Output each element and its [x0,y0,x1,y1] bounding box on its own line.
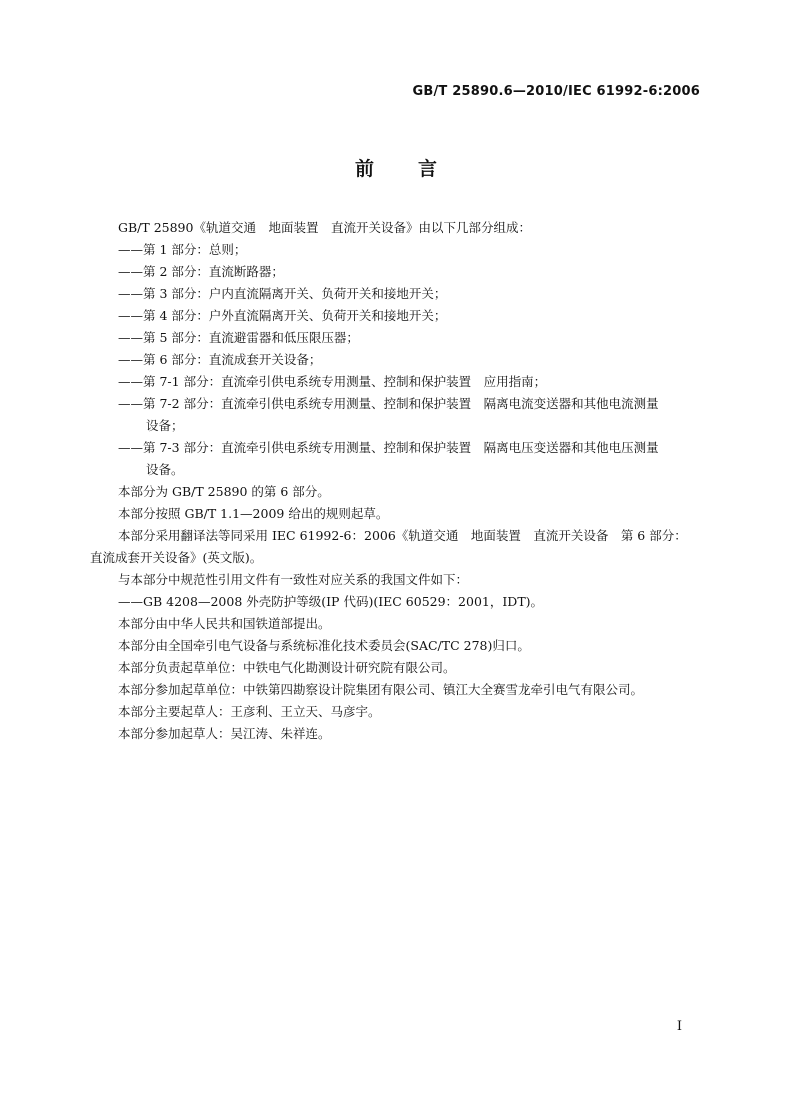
page-title [0,154,792,181]
intro-line: GB/T 25890《轨道交通 地面装置 直流开关设备》由以下几部分组成： [118,220,531,235]
paragraph-proposed-by: 本部分由中华人民共和国铁道部提出。 [118,616,331,631]
list-item-gb4208: ——GB 4208—2008 外壳防护等级(IP 代码)(IEC 60529：2001，IDT)。 [118,594,544,609]
title-char-1: 前 [354,158,374,180]
list-item-part-7-2: ——第 7-2 部分：直流牵引供电系统专用测量、控制和保护装置 隔离电流变送器和其他电流测量 [118,396,659,411]
standard-number-header: GB/T 25890.6—2010/IEC 61992-6:2006 [412,84,700,99]
list-item-part-7-3: ——第 7-3 部分：直流牵引供电系统专用测量、控制和保护装置 隔离电压变送器和其他电压测量 [118,440,659,455]
paragraph-participating-drafters: 本部分参加起草单位：中铁第四勘察设计院集团有限公司、镇江大全赛雪龙牵引电气有限公司。 [118,682,644,697]
title-char-2: 言 [418,158,438,180]
paragraph-references: 与本部分中规范性引用文件有一致性对应关系的我国文件如下： [118,572,469,587]
paragraph-drafting-rules: 本部分按照 GB/T 1.1—2009 给出的规则起草。 [118,506,389,521]
list-item-part-7-3-cont: 设备。 [146,462,184,477]
list-item-part-6: ——第 6 部分：直流成套开关设备； [118,352,322,367]
page-number: I [676,1019,682,1034]
foreword-body [90,217,708,745]
list-item-part-2: ——第 2 部分：直流断路器； [118,264,284,279]
list-item-part-3: ——第 3 部分：户内直流隔离开关、负荷开关和接地开关； [118,286,447,301]
paragraph-under-jurisdiction: 本部分由全国牵引电气设备与系统标准化技术委员会(SAC/TC 278)归口。 [118,638,530,653]
list-item-part-5: ——第 5 部分：直流避雷器和低压限压器； [118,330,359,345]
list-item-part-7-2-cont: 设备； [146,418,184,433]
paragraph-adoption: 本部分采用翻译法等同采用 IEC 61992-6：2006《轨道交通 地面装置 直流开关设备 第 6 部分： [118,528,687,543]
list-item-part-7-1: ——第 7-1 部分：直流牵引供电系统专用测量、控制和保护装置 应用指南； [118,374,547,389]
paragraph-main-authors: 本部分主要起草人：王彦利、王立天、马彦宇。 [118,704,381,719]
paragraph-part-of: 本部分为 GB/T 25890 的第 6 部分。 [118,484,330,499]
paragraph-responsible-drafter: 本部分负责起草单位：中铁电气化勘测设计研究院有限公司。 [118,660,456,675]
list-item-part-1: ——第 1 部分：总则； [118,242,247,257]
paragraph-participating-authors: 本部分参加起草人：吴江涛、朱祥连。 [118,726,331,741]
paragraph-adoption-cont: 直流成套开关设备》(英文版)。 [90,550,263,565]
list-item-part-4: ——第 4 部分：户外直流隔离开关、负荷开关和接地开关； [118,308,447,323]
